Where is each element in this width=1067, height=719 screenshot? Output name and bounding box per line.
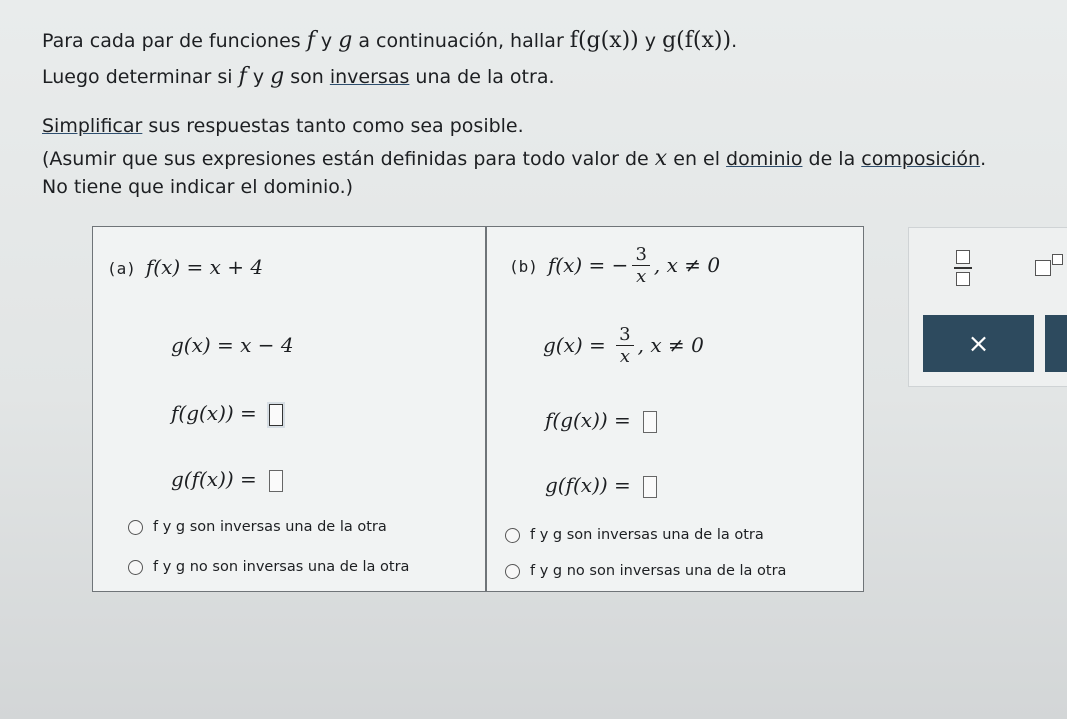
exponent-tool-button[interactable] xyxy=(1035,260,1051,276)
option-b-inverse[interactable]: f y g son inversas una de la otra xyxy=(505,527,764,543)
inversas-link[interactable]: inversas xyxy=(329,66,410,88)
radio-a-inverse[interactable] xyxy=(128,520,143,535)
fraction-tool-button[interactable] xyxy=(954,250,972,286)
fraction-numerator-icon xyxy=(956,250,970,264)
instruction-line-1: Para cada par de funciones f y g a continuación, hallar f(g(x)) y g(f(x)). xyxy=(42,28,738,53)
exponent-power-icon xyxy=(1052,254,1063,265)
answer-a-gf-input[interactable] xyxy=(269,470,283,492)
part-b-gf: g(f(x)) = xyxy=(545,473,657,498)
answer-b-gf-input[interactable] xyxy=(643,476,657,498)
question-table xyxy=(92,226,864,592)
part-b-g-fraction: $\frac{3}{x}$ xyxy=(616,325,633,368)
part-a-gf: g(f(x)) = xyxy=(171,467,283,492)
instruction-line-5: No tiene que indicar el dominio.) xyxy=(42,176,354,198)
instruction-line-3: Simplificar sus respuestas tanto como sea posible. xyxy=(42,115,524,137)
composicion-link[interactable]: composición xyxy=(861,148,981,170)
clear-button[interactable] xyxy=(923,315,1034,372)
part-b-f-fraction: $\frac{3}{x}$ xyxy=(632,245,649,288)
option-b-not-inverse[interactable]: f y g no son inversas una de la otra xyxy=(505,563,786,579)
part-a-fg: f(g(x)) = xyxy=(171,401,283,426)
fraction-denominator-icon xyxy=(956,272,970,286)
radio-b-inverse[interactable] xyxy=(505,528,520,543)
column-divider xyxy=(485,227,487,591)
answer-b-fg-input[interactable] xyxy=(643,411,657,433)
instruction-line-4: (Asumir que sus expresiones están definidas para todo valor de x en el dominio de la composición. xyxy=(42,146,987,171)
radio-a-not-inverse[interactable] xyxy=(128,560,143,575)
option-a-not-inverse[interactable]: f y g no son inversas una de la otra xyxy=(128,559,409,575)
math-tools-palette xyxy=(908,227,1067,387)
instruction-line-2: Luego determinar si f y g son inversas una de la otra. xyxy=(42,64,555,89)
exponent-base-icon xyxy=(1035,260,1051,276)
undo-button[interactable] xyxy=(1045,315,1067,372)
option-a-inverse[interactable]: f y g son inversas una de la otra xyxy=(128,519,387,535)
radio-b-not-inverse[interactable] xyxy=(505,564,520,579)
fg-expression: f(g(x)) xyxy=(569,28,639,53)
answer-a-fg-input[interactable] xyxy=(269,404,283,426)
part-a-g: g(x) = x − 4 xyxy=(171,333,294,357)
part-b-fg: f(g(x)) = xyxy=(545,408,657,433)
close-icon: × xyxy=(967,328,990,359)
part-a-f: (a) f(x) = x + 4 xyxy=(107,255,264,279)
dominio-link[interactable]: dominio xyxy=(726,148,803,170)
part-b-f: (b) f(x) = − $\frac{3}{x}$ , x ≠ 0 xyxy=(509,244,721,287)
gf-expression: g(f(x)) xyxy=(662,28,732,53)
simplificar-link[interactable]: Simplificar xyxy=(42,115,143,137)
part-b-g: g(x) = $\frac{3}{x}$ , x ≠ 0 xyxy=(543,324,704,367)
